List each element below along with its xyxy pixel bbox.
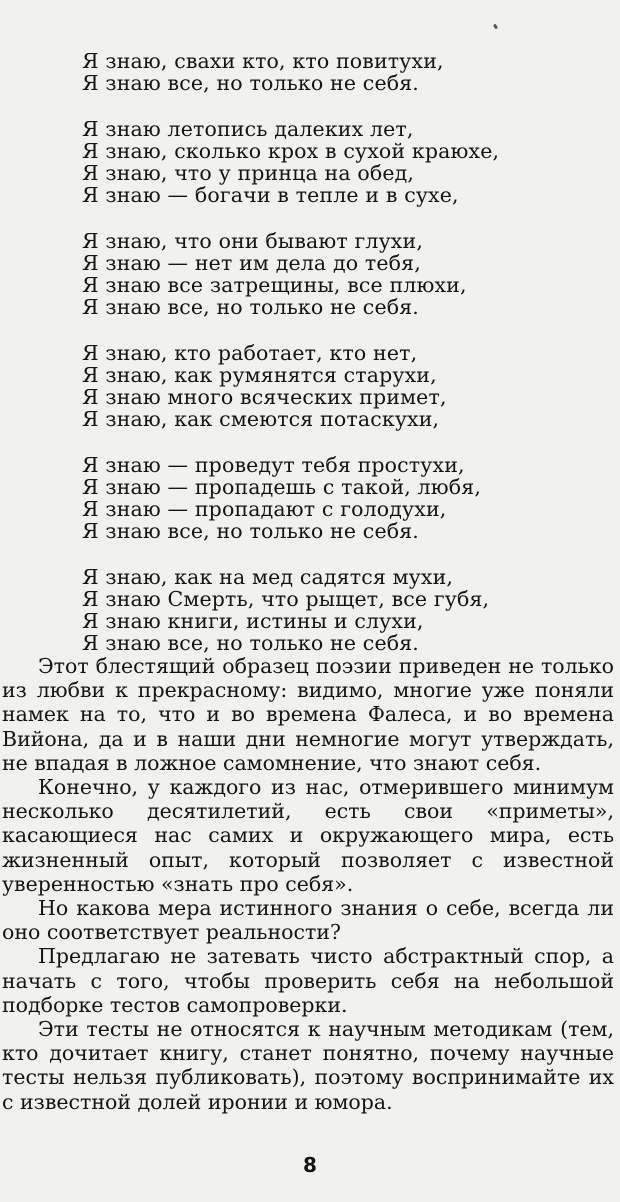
poem-line: Я знаю все, но только не себя. (82, 71, 419, 95)
poem-stanza (82, 342, 582, 430)
page-number: 8 (303, 1153, 317, 1177)
poem-stanza (82, 50, 582, 94)
poem-line: Я знаю, что у принца на обед, (82, 161, 415, 185)
prose-body (2, 654, 614, 1114)
poem-line: Я знаю — пропадешь с такой, любя, (82, 475, 482, 499)
poem-line: Я знаю все, но только не себя. (82, 519, 419, 543)
paragraph: Но какова мера истинного знания о себе, всегда ли оно соответствует реальности? (2, 896, 614, 945)
poem-line: Я знаю, как румянятся старухи, (82, 363, 437, 387)
poem-stanza (82, 230, 582, 318)
poem-line: Я знаю, что они бывают глухи, (82, 229, 423, 253)
paragraph: Эти тесты не относятся к научным методикам (тем, кто дочитает книгу, станет понятно, почему научные тесты нельзя публиковать), поэтому воспринимайте их с известной долей иронии и юмора. (2, 1017, 614, 1114)
paragraph: Конечно, у каждого из нас, отмерившего минимум несколько десятилетий, есть свои «приметы», касающиеся нас самих и окружающего мира, есть жизненный опыт, который позволяет с известной уверенностью «знать про себя». (2, 775, 614, 896)
poem-line: Я знаю все, но только не себя. (82, 295, 419, 319)
poem-line: Я знаю — богачи в тепле и в сухе, (82, 183, 459, 207)
poem (82, 50, 582, 678)
poem-line: Я знаю — пропадают с голодухи, (82, 497, 447, 521)
poem-stanza (82, 454, 582, 542)
poem-line: Я знаю Смерть, что рыщет, все губя, (82, 587, 490, 611)
poem-line: Я знаю летопись далеких лет, (82, 117, 414, 141)
poem-line: Я знаю, сколько крох в сухой краюхе, (82, 139, 500, 163)
poem-line: Я знаю, как на мед садятся мухи, (82, 565, 454, 589)
paragraph: Этот блестящий образец поэзии приведен не только из любви к прекрасному: видимо, многие уже поняли намек на то, что и во времена Фалеса, и во времена Вийона, да и в наши дни немногие могут утверждать, не впадая в ложное самомнение, что знают себя. (2, 654, 614, 775)
poem-line: Я знаю — проведут тебя простухи, (82, 453, 465, 477)
poem-line: Я знаю все, но только не себя. (82, 631, 419, 655)
poem-line: Я знаю, кто работает, кто нет, (82, 341, 418, 365)
poem-line: Я знаю, свахи кто, кто повитухи, (82, 49, 444, 73)
paragraph: Предлагаю не затевать чисто абстрактный спор, а начать с того, чтобы проверить себя на небольшой подборке тестов самопроверки. (2, 944, 614, 1017)
poem-line: Я знаю много всяческих примет, (82, 385, 447, 409)
print-speck (493, 24, 498, 30)
poem-line: Я знаю книги, истины и слухи, (82, 609, 424, 633)
poem-stanza (82, 566, 582, 654)
poem-stanza (82, 118, 582, 206)
poem-line: Я знаю, как смеются потаскухи, (82, 407, 440, 431)
poem-line: Я знаю — нет им дела до тебя, (82, 251, 421, 275)
poem-line: Я знаю все затрещины, все плюхи, (82, 273, 467, 297)
